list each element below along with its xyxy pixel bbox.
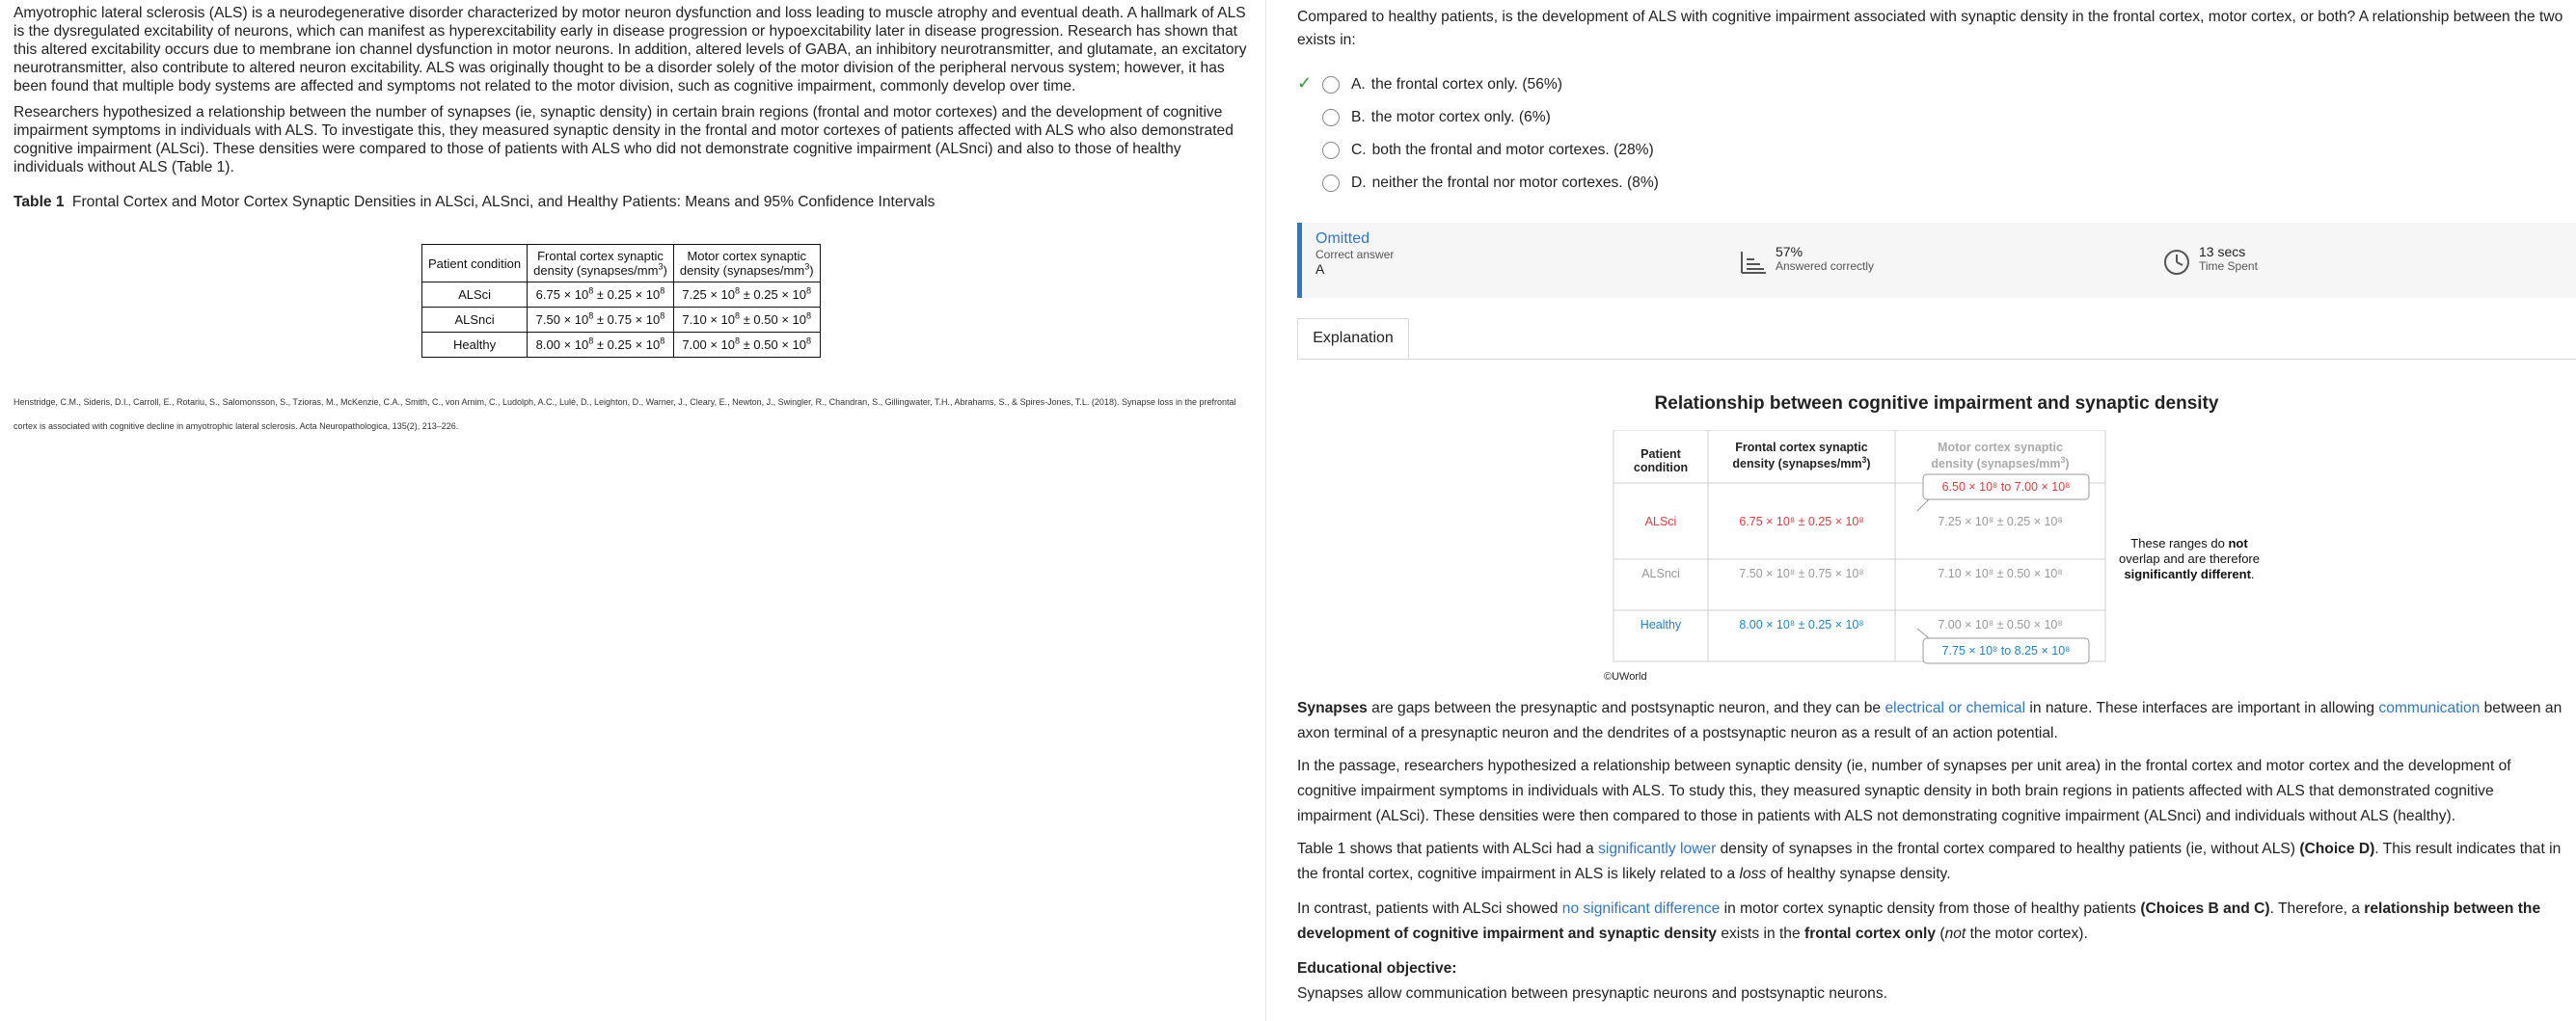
figure-header-condition: Patient condition bbox=[1633, 447, 1689, 474]
time-value: 13 secs bbox=[2199, 244, 2246, 259]
figure-alsnci-frontal: 7.50 × 10⁸ ± 0.75 × 10⁸ bbox=[1739, 567, 1864, 580]
passage-pane bbox=[0, 0, 1266, 1021]
passage-paragraph-2: Researchers hypothesized a relationship between the number of synapses (ie, synaptic density) in certain brain regions (frontal and motor cortexes) and the development of cognitive impairment symptoms in individuals with ALS. To investigate this, they measured synaptic density in the frontal and motor cortexes of patients affected with ALS who also demonstrated cognitive impairment (ALSci). These densities were compared to those of patients with ALS who did not demonstrate cognitive impairment (ALSnci) and also to those of healthy individuals without ALS (Table 1). bbox=[14, 104, 1234, 175]
figure-alsci-motor: 7.25 × 10⁸ ± 0.25 × 10⁸ bbox=[1938, 515, 2063, 528]
radio-d[interactable] bbox=[1322, 175, 1340, 192]
figure-header-motor: Motor cortex synaptic density $(synapses/mm^3)$ bbox=[1931, 441, 2070, 470]
table-label: Table 1 bbox=[14, 194, 65, 210]
alsci-range-callout: 6.50 × 10⁸ to 7.00 × 10⁸ bbox=[1941, 480, 2071, 494]
choice-b[interactable]: B. the motor cortex only. (6%) bbox=[1322, 107, 1551, 128]
stimulus-header-motor: Motor cortex synaptic density $(synapses/mm^3)$ bbox=[673, 245, 820, 282]
percent-label: Answered correctly bbox=[1776, 259, 1875, 273]
figure-alsnci-motor: 7.10 × 10⁸ ± 0.50 × 10⁸ bbox=[1938, 567, 2063, 580]
explanation-figure bbox=[1609, 430, 2284, 690]
figure-healthy-frontal: 8.00 × 10⁸ ± 0.25 × 10⁸ bbox=[1739, 618, 1864, 631]
radio-b[interactable] bbox=[1322, 109, 1340, 126]
link-communication[interactable]: communication bbox=[2378, 700, 2481, 716]
link-electrical-chemical[interactable]: electrical or chemical bbox=[1885, 700, 2026, 716]
explanation-paragraph-4: In contrast, patients with ALSci showed no significant difference in motor cortex synaptic density from those of healthy patients (Choices B and C). Therefore, a relationship between the development of cognitive impairment and synaptic density exists in the frontal cortex only (not the motor cortex). bbox=[1297, 900, 2541, 942]
percent-block bbox=[1739, 244, 1874, 273]
table-row: ALSnci $7.50 \times 10^8 \pm 0.75 \times 10^8$ $7.10 \times 10^8 \pm 0.50 \times 10^8$ bbox=[422, 308, 821, 333]
stimulus-table bbox=[421, 244, 821, 358]
overlap-note: These ranges do not overlap and are therefore significantly different. bbox=[2119, 536, 2260, 581]
copyright: ©UWorld bbox=[1604, 671, 1647, 683]
explanation-paragraph-2: In the passage, researchers hypothesized a relationship between synaptic density (ie, number of synapses per unit area) in the frontal cortex and motor cortex and the development of cognitive impairment symptoms in individuals with ALS. To study this, they measured synaptic density in both brain regions in patients affected with ALS that demonstrated cognitive impairment (ALSci). These densities were then compared to those in patients with ALS not demonstrating cognitive impairment (ALSnci) and individuals without ALS (healthy). bbox=[1297, 758, 2511, 824]
radio-c[interactable] bbox=[1322, 142, 1340, 159]
status-block bbox=[1315, 230, 1394, 277]
figure-title: Relationship between cognitive impairment and synaptic density bbox=[1654, 393, 2219, 414]
question-stem: Compared to healthy patients, is the development of ALS with cognitive impairment associated with synaptic density in the frontal cortex, motor cortex, or both? A relationship between the two exists in: bbox=[1297, 9, 2563, 48]
clock-icon bbox=[2162, 248, 2191, 277]
status-omitted: Omitted bbox=[1315, 230, 1370, 247]
stats-bar bbox=[1297, 223, 2576, 298]
figure-row-alsci: ALSci bbox=[1644, 515, 1677, 528]
figure-row-healthy: Healthy bbox=[1640, 618, 1682, 631]
time-label: Time Spent bbox=[2199, 259, 2258, 273]
time-block bbox=[2162, 244, 2258, 273]
table-row: ALSci $6.75 \times 10^8 \pm 0.25 \times 10^8$ $7.25 \times 10^8 \pm 0.25 \times 10^8$ bbox=[422, 282, 821, 308]
objective-text: Synapses allow communication between presynaptic neurons and postsynaptic neurons. bbox=[1297, 985, 1887, 1002]
healthy-range-callout: 7.75 × 10⁸ to 8.25 × 10⁸ bbox=[1941, 644, 2071, 658]
stimulus-header-condition: Patient condition bbox=[422, 245, 528, 282]
table-row: Healthy $8.00 \times 10^8 \pm 0.25 \times 10^8$ $7.00 \times 10^8 \pm 0.50 \times 10^8$ bbox=[422, 333, 821, 358]
correct-check-icon: ✓ bbox=[1297, 73, 1313, 93]
link-significantly-lower[interactable]: significantly lower bbox=[1598, 841, 1717, 857]
citation: Henstridge, C.M., Sideris, D.I., Carroll, E., Rotariu, S., Salomonsson, S., Tzioras, M., McKenzie, C.A., Smith, C., von Arnim, C., Ludolph, A.C., Lulé, D., Leighton, D., Warner, J., Cleary, E., Newton, J., Swingler, R., Chandran, S., Gillingwater, T.H., Abrahams, S., & Spires-Jones, T.L. (2018). Synapse loss in the prefrontal cortex is associated with cognitive decline in amyotrophic lateral sclerosis. Acta Neuropathologica, 135(2), 213–226. bbox=[14, 397, 1236, 431]
figure-row-alsnci: ALSnci bbox=[1641, 567, 1680, 580]
choice-c[interactable]: C. both the frontal and motor cortexes. (28%) bbox=[1322, 140, 1654, 161]
tab-explanation[interactable]: Explanation bbox=[1297, 318, 1409, 359]
passage-paragraph-1: Amyotrophic lateral sclerosis (ALS) is a neurodegenerative disorder characterized by motor neuron dysfunction and loss leading to muscle atrophy and eventual death. A hallmark of ALS is the dysregulated excitability of neurons, which can manifest as hyperexcitability early in disease progression or hypoexcitability later in disease progression. Research has shown that this altered excitability occurs due to membrane ion channel dysfunction in motor neurons. In addition, altered levels of GABA, an inhibitory neurotransmitter, and glutamate, an excitatory neurotransmitter, also contribute to altered neuron excitability. ALS was originally thought to be a disorder solely of the motor division of the peripheral nervous system; however, it has been found that multiple body systems are affected and symptoms not related to the motor division, such as cognitive impairment, commonly develop over time. bbox=[14, 5, 1247, 94]
explanation-paragraph-3: Table 1 shows that patients with ALSci had a significantly lower density of synapses in the frontal cortex compared to healthy patients (ie, without ALS) (Choice D). This result indicates that in the frontal cortex, cognitive impairment in ALS is likely related to a loss of healthy synapse density. bbox=[1297, 841, 2562, 882]
percent-value: 57% bbox=[1776, 244, 1803, 259]
figure-header-frontal: Frontal cortex synaptic density $(synapses/mm^3)$ bbox=[1732, 441, 1871, 470]
stimulus-header-frontal: Frontal cortex synaptic density $(synapses/mm^3)$ bbox=[528, 245, 674, 282]
table-caption-text: Frontal Cortex and Motor Cortex Synaptic Densities in ALSci, ALSnci, and Healthy Patients: Means and 95% Confidence Intervals bbox=[71, 194, 935, 210]
choice-d[interactable]: D. neither the frontal nor motor cortexes. (8%) bbox=[1322, 173, 1659, 194]
explanation-paragraph-1: Synapses are gaps between the presynaptic and postsynaptic neuron, and they can be electrical or chemical in nature. These interfaces are important in allowing communication between an axon terminal of a presynaptic neuron and the dendrites of a postsynaptic neuron as a result of an action potential. bbox=[1297, 700, 2562, 741]
bar-chart-icon bbox=[1739, 248, 1768, 277]
objective-label: Educational objective: bbox=[1297, 960, 1457, 977]
figure-alsci-frontal: 6.75 × 10⁸ ± 0.25 × 10⁸ bbox=[1739, 515, 1864, 528]
table-caption bbox=[14, 194, 1252, 211]
correct-answer-label: Correct answer bbox=[1315, 248, 1395, 261]
figure-healthy-motor: 7.00 × 10⁸ ± 0.50 × 10⁸ bbox=[1938, 618, 2063, 631]
choice-a[interactable]: A. the frontal cortex only. (56%) bbox=[1322, 74, 1562, 95]
question-pane bbox=[1297, 0, 2576, 1021]
link-no-significant-difference[interactable]: no significant difference bbox=[1561, 900, 1721, 917]
tab-bar bbox=[1297, 318, 2576, 360]
radio-a[interactable] bbox=[1322, 76, 1340, 94]
correct-answer-value: A bbox=[1315, 261, 1325, 277]
